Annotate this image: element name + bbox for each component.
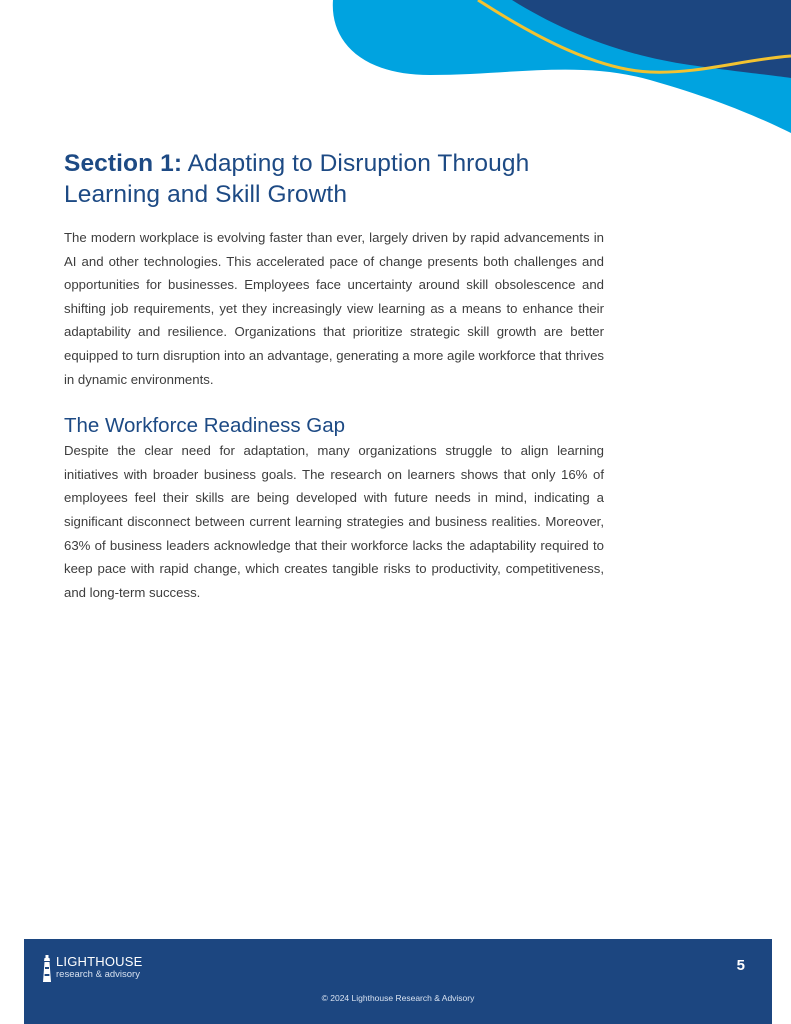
section-title-text: Adapting to Disruption Through Learning and Skill Growth (64, 150, 530, 208)
header-wave-decoration (0, 0, 791, 140)
page-content (64, 148, 604, 604)
lighthouse-logo (42, 955, 143, 983)
subsection-paragraph: Despite the clear need for adaptation, many organizations struggle to align learning initiatives with broader business goals. The research on learners shows that only 16% of employees feel their skills are being developed with future needs in mind, indicating a significant disconnect between current learning strategies and business realities. Moreover, 63% of business leaders acknowledge that their workforce lacks the adaptability required to keep pace with rapid change, which creates tangible risks to productivity, competitiveness, and long-term success. (64, 443, 604, 600)
section-title (64, 148, 604, 210)
intro-paragraph: The modern workplace is evolving faster than ever, largely driven by rapid advancements in AI and other technologies. This accelerated pace of change presents both challenges and opportunities for businesses. Employees face uncertainty around skill obsolescence and shifting job requirements, yet they increasingly view learning as a means to enhance their adaptability and resilience. Organizations that prioritize strategic skill growth are better equipped to turn disruption into an advantage, generating a more agile workforce that thrives in dynamic environments. (64, 230, 604, 387)
section-number: Section 1: (64, 150, 183, 177)
logo-tagline: research & advisory (56, 969, 140, 980)
page-footer (24, 939, 772, 1024)
logo-text (56, 955, 143, 980)
logo-name: LIGHTHOUSE (56, 954, 143, 969)
lighthouse-icon (42, 955, 52, 983)
subsection-heading: The Workforce Readiness Gap (64, 414, 346, 438)
copyright-text: © 2024 Lighthouse Research & Advisory (321, 993, 475, 1003)
page-number: 5 (736, 957, 745, 974)
